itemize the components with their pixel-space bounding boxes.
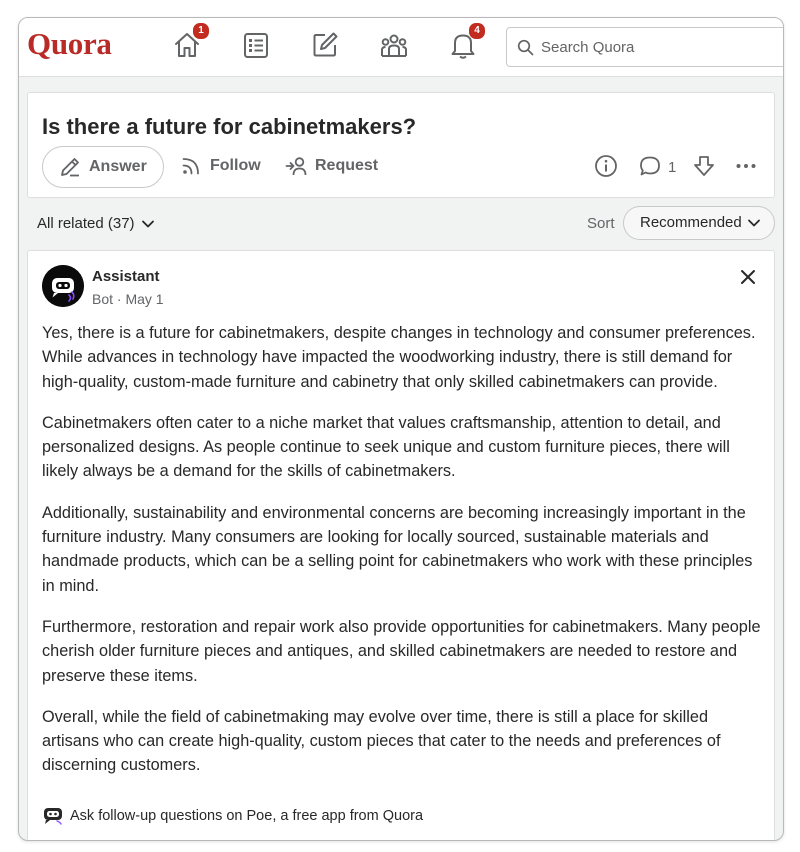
related-bar bbox=[27, 206, 773, 250]
search-icon bbox=[517, 39, 534, 56]
sort-value: Recommended bbox=[640, 214, 742, 231]
request-label: Request bbox=[315, 157, 379, 174]
spaces-button[interactable] bbox=[379, 30, 409, 60]
answer-button[interactable] bbox=[42, 146, 164, 188]
write-button[interactable] bbox=[310, 30, 340, 60]
answer-paragraph: Yes, there is a future for cabinetmakers, despite changes in technology and consumer preferences. While advances in technology have impacted the woodworking industry, there is still demand for high-quality, custom-made furniture and cabinetry that only skilled cabinetmakers can provide. bbox=[42, 324, 756, 391]
quora-logo[interactable]: Quora bbox=[27, 26, 112, 61]
poe-bot-icon bbox=[42, 265, 84, 307]
notifications-badge: 4 bbox=[468, 22, 486, 40]
all-related-label: All related (37) bbox=[37, 215, 135, 232]
downvote-icon bbox=[692, 154, 716, 178]
chevron-down-icon bbox=[747, 216, 761, 230]
answer-paragraph: Furthermore, restoration and repair work also provide opportunities for cabinetmakers. Many people cherish older furniture pieces and antiques, and skilled cabinetmakers are needed to restore and preserve these items. bbox=[42, 617, 761, 685]
write-icon bbox=[310, 30, 340, 60]
spaces-icon bbox=[379, 30, 409, 60]
request-button[interactable] bbox=[283, 146, 383, 186]
all-related-dropdown[interactable] bbox=[37, 215, 155, 232]
home-badge: 1 bbox=[192, 22, 210, 40]
comment-count: 1 bbox=[668, 159, 677, 176]
search-box[interactable] bbox=[506, 27, 784, 67]
poe-bot-icon bbox=[42, 807, 64, 825]
comment-button[interactable] bbox=[638, 154, 662, 178]
chevron-down-icon bbox=[141, 217, 155, 231]
pencil-icon bbox=[59, 156, 81, 178]
sort-label: Sort bbox=[587, 215, 615, 232]
comment-icon bbox=[638, 154, 662, 178]
answer-paragraph: Additionally, sustainability and environmental concerns are becoming increasingly important in the furniture industry. Many consumers are looking for locally sourced, sustainable materials and handmade products, which can be a selling point for cabinetmakers who work with these principles in mind. bbox=[42, 503, 753, 595]
follow-button[interactable] bbox=[178, 146, 273, 186]
dismiss-button[interactable] bbox=[738, 267, 758, 287]
quora-window bbox=[18, 17, 784, 841]
notifications-button[interactable] bbox=[448, 25, 480, 60]
answer-paragraph: Cabinetmakers often cater to a niche market that values craftsmanship, attention to detail, and personalized designs. As people continue to seek unique and custom furniture pieces, there will likely always be a demand for the skills of cabinetmakers. bbox=[42, 413, 730, 481]
question-card bbox=[27, 92, 775, 198]
following-button[interactable] bbox=[241, 30, 271, 60]
answer-card bbox=[27, 250, 775, 841]
question-title[interactable]: Is there a future for cabinetmakers? bbox=[42, 114, 417, 139]
avatar[interactable] bbox=[42, 265, 84, 307]
answer-label: Answer bbox=[89, 158, 147, 175]
top-nav bbox=[19, 18, 783, 77]
more-button[interactable] bbox=[734, 154, 758, 178]
home-button[interactable] bbox=[172, 25, 204, 60]
answer-body bbox=[42, 321, 764, 795]
following-icon bbox=[241, 30, 271, 60]
poe-link-label: Ask follow-up questions on Poe, a free app from Quora bbox=[70, 808, 424, 824]
answer-paragraph: Overall, while the field of cabinetmaking may evolve over time, there is still a place for skilled artisans who can create high-quality, custom pieces that cater to the needs and preferences of discerning customers. bbox=[42, 707, 721, 775]
more-icon bbox=[734, 154, 758, 178]
request-icon bbox=[285, 155, 307, 177]
search-input[interactable] bbox=[539, 36, 783, 58]
author-name[interactable]: Assistant bbox=[92, 268, 160, 285]
follow-icon bbox=[180, 155, 202, 177]
downvote-button[interactable] bbox=[692, 154, 716, 178]
author-meta: Bot · May 1 bbox=[92, 291, 164, 307]
poe-link[interactable] bbox=[42, 807, 423, 825]
info-button[interactable] bbox=[594, 154, 618, 178]
info-icon bbox=[594, 154, 618, 178]
follow-label: Follow bbox=[210, 157, 261, 174]
sort-dropdown[interactable] bbox=[623, 206, 775, 240]
close-icon bbox=[738, 267, 758, 287]
